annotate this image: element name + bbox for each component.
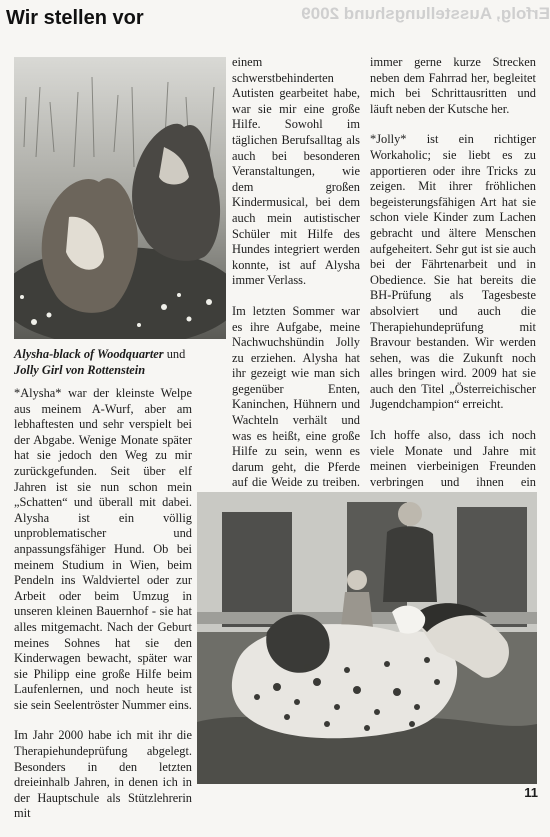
paragraph: Im letzten Sommer war es ihre Aufgabe, meine Nachwuchshündin Jolly zu erziehen. Alysha hat ihr gezeigt wie man sich gegenüber Enten, Kaninchen, Hühnern und Wachteln verhält und was es heißt, eine große Hilfe zu sein, wenn es darum geht, die Pferde auf die Weide zu treiben. [232, 303, 360, 490]
pony-photo [197, 492, 537, 784]
caption-dog2: Jolly Girl von Rottenstein [14, 363, 146, 377]
text-column-1 [14, 386, 192, 837]
caption-dog1: Alysha-black of Woodquarter [14, 347, 164, 361]
photo-caption [14, 346, 192, 378]
page-number: 11 [524, 785, 538, 800]
header-ghost-text: Erfolg, Ausstellungshund 2009 [301, 4, 550, 23]
paragraph: *Jolly* ist ein richtiger Workaholic; sie liebt es zu apportieren oder ihre Tricks zu zeigen. Mit ihrer fröhlichen begeisterungsfähigen Art hat sie schon viele Kinder zum Lachen gebracht und ältere Menschen aufgeheitert. Sehr gut ist sie auch bei der Fährtenarbeit und in Obedience. Sie hat bereits die BH-Prüfung als Tagesbeste absolviert und auch die Therapiehundeprüfung mit Bravour bestanden. Wir werden sehen, was die Zukunft noch alles bringen wird. 2009 hat sie auch den Titel „Österreichischer Jugendchampion“ erreicht. [370, 132, 536, 412]
page-title: Wir stellen vor [6, 7, 144, 29]
caption-and: und [166, 347, 186, 361]
collies-photo [14, 57, 226, 339]
paragraph: einem schwerstbehinderten Autisten gearbeitet habe, war sie mir eine große Hilfe. Sowohl im täglichen Berufsalltag als auch bei besonderen Veranstaltungen, wie dem großen Kindermusical, bei dem auch mein autistischer Schüler mit Hilfe des Hundes integriert werden konnte, ist auf Alysha immer Verlass. [232, 55, 360, 288]
paragraph: *Alysha* war der kleinste Welpe aus meinem A-Wurf, aber am lebhaftesten und sehr verspielt bei der Abgabe. Wenige Monate später hat sie jedoch den Weg zu mir zurückgefunden. Seit über elf Jahren ist sie nun schon mein „Schatten“ und überall mit dabei. Alysha ist ein völlig unproblematischer und anpassungsfähiger Hund. Ob bei meinem Studium in Wien, beim Pendeln ins Waldviertel oder zur Arbeit oder beim Umzug in unseren kleinen Bauernhof - sie hat alles mitgemacht. Nach der Geburt meines Sohnes hat sie den Kinderwagen bewacht, später war sie Philipp eine große Hilfe beim Laufenlernen, und noch heute ist sie sein Seelentröster Nummer eins. [14, 386, 192, 712]
paragraph: Im Jahr 2000 habe ich mit ihr die Therapiehundeprüfung abgelegt. Besonders in den letzten dreieinhalb Jahren, in denen ich in der Hauptschule als Stützlehrerin mit [14, 728, 192, 821]
paragraph: Ich hoffe also, dass ich noch viele Monate und Jahre mit meinen vierbeinigen Freunden verbringen und ihnen ein [370, 428, 536, 489]
paragraph: immer gerne kurze Strecken neben dem Fahrrad her, begleitet mich bei Schrittausritten und läuft neben der Kutsche her. [370, 55, 536, 116]
